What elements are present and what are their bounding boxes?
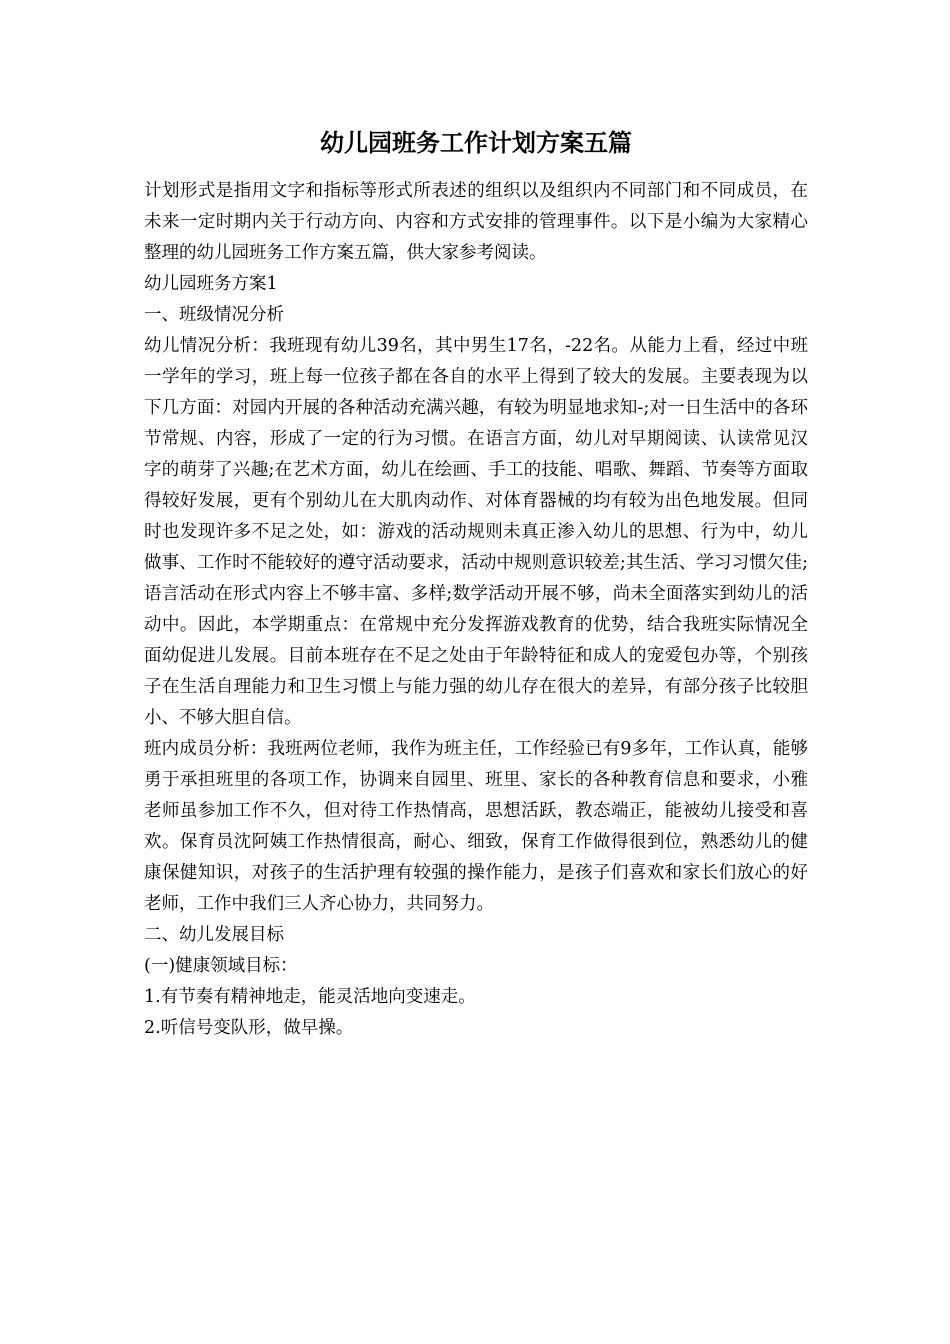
list-item: 2.听信号变队形，做早操。	[144, 1018, 354, 1038]
staff-analysis-paragraph: 班内成员分析：我班两位老师，我作为班主任，工作经验已有9多年，工作认真，能够勇于承担班里的各项工作，协调来自园里、班里、家长的各种教育信息和要求，小雅老师虽参加工作不久，但对待工作热情高，思想活跃，教态端正，能被幼儿接受和喜欢。保育员沈阿姨工作热情很高，耐心、细致，保育工作做得很到位，熟悉幼儿的健康保健知识，对孩子的生活护理有较强的操作能力，是孩子们喜欢和家长们放心的好老师，工作中我们三人齐心协力，共同努力。	[144, 739, 808, 914]
section-heading-plan-1: 幼儿园班务方案1	[144, 274, 278, 294]
section-heading-class-analysis: 一、班级情况分析	[144, 305, 284, 325]
children-analysis-paragraph: 幼儿情况分析：我班现有幼儿39名，其中男生17名，-22名。从能力上看，经过中班一学年的学习，班上每一位孩子都在各自的水平上得到了较大的发展。主要表现为以下几方面：对园内开展的各种活动充满兴趣，有较为明显地求知-;对一日生活中的各环节常规、内容，形成了一定的行为习惯。在语言方面，幼儿对早期阅读、认读常见汉字的萌芽了兴趣;在艺术方面，幼儿在绘画、手工的技能、唱歌、舞蹈、节奏等方面取得较好发展，更有个别幼儿在大肌肉动作、对体育器械的均有较为出色地发展。但同时也发现许多不足之处，如：游戏的活动规则未真正渗入幼儿的思想、行为中，幼儿做事、工作时不能较好的遵守活动要求，活动中规则意识较差;其生活、学习习惯欠佳;语言活动在形式内容上不够丰富、多样;数学活动开展不够，尚未全面落实到幼儿的活动中。因此，本学期重点：在常规中充分发挥游戏教育的优势，结合我班实际情况全面幼促进儿发展。目前本班存在不足之处由于年龄特征和成人的宠爱包办等，个别孩子在生活自理能力和卫生习惯上与能力强的幼儿存在很大的差异，有部分孩子比较胆小、不够大胆自信。	[144, 336, 808, 728]
document-page	[144, 126, 808, 1044]
list-item: 1.有节奏有精神地走，能灵活地向变速走。	[144, 987, 476, 1007]
document-title: 幼儿园班务工作计划方案五篇	[320, 128, 632, 157]
subsection-heading-health: (一)健康领域目标：	[144, 956, 298, 976]
intro-paragraph: 计划形式是指用文字和指标等形式所表述的组织以及组织内不同部门和不同成员，在未来一定时期内关于行动方向、内容和方式安排的管理事件。以下是小编为大家精心整理的幼儿园班务工作方案五篇，供大家参考阅读。	[144, 181, 808, 263]
section-heading-development-goals: 二、幼儿发展目标	[144, 925, 284, 945]
